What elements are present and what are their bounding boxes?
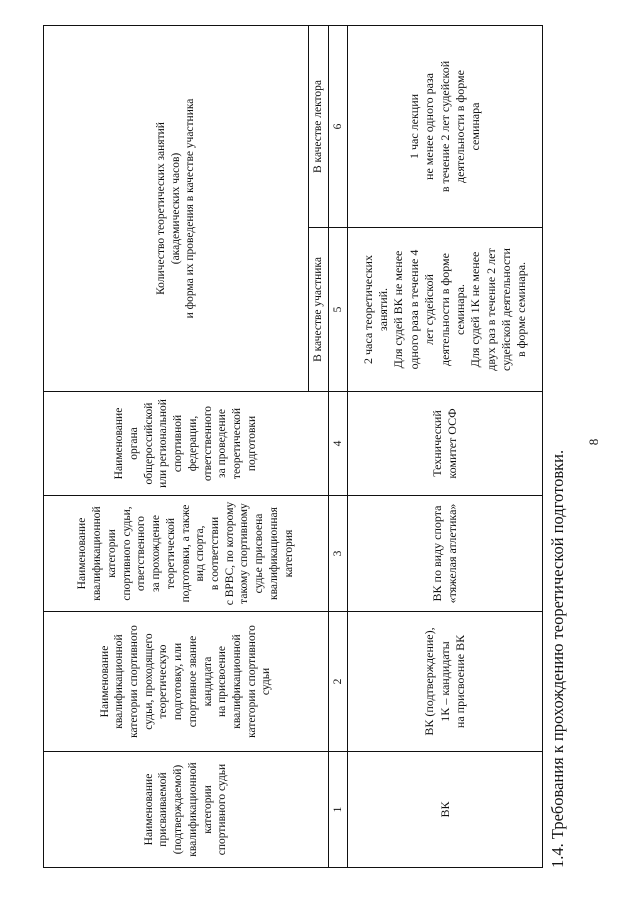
header-col5: В качестве участника: [309, 228, 329, 392]
rotated-page: [0, 20, 640, 880]
column-number-2: 2: [328, 612, 348, 752]
header-col2: Наименование квалификационной категории спортивного судьи, проходящего теоретическую подготовку, или спортивное звание кандидата на присвоение квалификационной категории спортивного судьи: [44, 612, 329, 752]
row-category: ВК: [348, 752, 543, 868]
header-col56: Количество теоретических занятий (академических часов) и форма их проведения в качестве участника: [44, 25, 309, 391]
row-organization: Технический комитет ОСФ: [348, 392, 543, 496]
row-judge-category: ВК (подтверждение), 1К – кандидаты на присвоение ВК: [348, 612, 543, 752]
row-participant-hours: 2 часа теоретических занятий. Для судей ВК не менее одного раза в течение 4 лет судейской деятельности в форме семинара. Для судей 1К не менее двух раз в течение 2 лет судейской деятельности в форме семинара.: [348, 228, 543, 392]
column-number-5: 5: [328, 228, 348, 392]
section-title: 1.4. Требования к прохождению теоретической подготовки.: [548, 449, 567, 868]
header-col4: Наименование органа общероссийской или региональной спортивной федерации, ответственного за проведение теоретической подготовки: [44, 392, 329, 496]
column-number-6: 6: [328, 25, 348, 227]
row-responsible-category: ВК по виду спорта «тяжелая атлетика»: [348, 496, 543, 612]
column-number-1: 1: [328, 752, 348, 868]
row-lecturer-hours: 1 час лекции не менее одного раза в течение 2 лет судейской деятельности в форме семинара: [348, 25, 543, 227]
header-col6: В качестве лектора: [309, 25, 329, 227]
header-col1: Наименование присваиваемой (подтверждаемой) квалификационной категории спортивного судьи: [44, 752, 329, 868]
page-number: 8: [586, 438, 601, 446]
column-number-4: 4: [328, 392, 348, 496]
header-col3: Наименование квалификационной категории спортивного судьи, ответственного за прохождение теоретической подготовки, а также вид спорта, в соответствии с ВРВС, по которому такому спортивному судье присвоена квалификационная категория: [44, 496, 329, 612]
requirements-table: [43, 25, 543, 868]
column-number-3: 3: [328, 496, 348, 612]
